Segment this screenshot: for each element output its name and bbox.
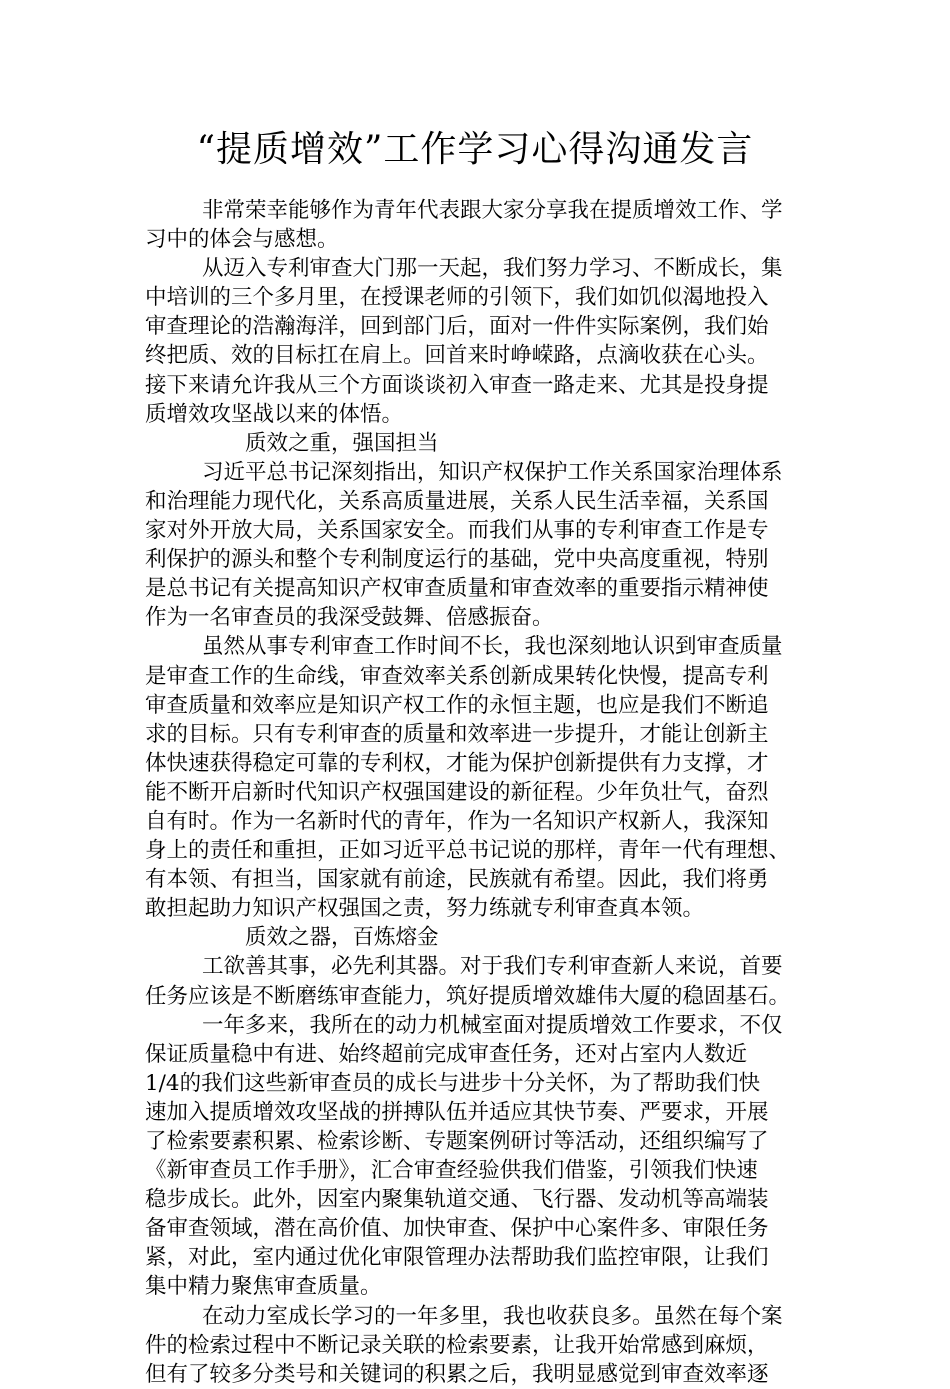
text-line: 1/4的我们这些新审查员的成长与进步十分关怀，为了帮助我们快 (145, 1070, 761, 1096)
text-line: 工欲善其事，必先利其器。对于我们专利审查新人来说，首要 (202, 954, 783, 980)
text-line: 紧，对此，室内通过优化审限管理办法帮助我们监控审限，让我们 (145, 1245, 769, 1271)
text-line: 速加入提质增效攻坚战的拼搏队伍并适应其快节奏、严要求，开展 (145, 1099, 769, 1125)
text-line: 质增效攻坚战以来的体悟。 (145, 401, 404, 427)
section-heading: 质效之器，百炼熔金 (245, 925, 439, 951)
text-line: 是审查工作的生命线，审查效率关系创新成果转化快慢，提高专利 (145, 663, 769, 689)
text-line: 从迈入专利审查大门那一天起，我们努力学习、不断成长，集 (202, 256, 783, 282)
text-line: 体快速获得稳定可靠的专利权，才能为保护创新提供有力支撑，才 (145, 750, 769, 776)
text-line: 是总书记有关提高知识产权审查质量和审查效率的重要指示精神使 (145, 576, 769, 602)
text-line: 集中精力聚焦审查质量。 (145, 1274, 382, 1300)
text-line: 敢担起助力知识产权强国之责，努力练就专利审查真本领。 (145, 896, 705, 922)
text-line: 虽然从事专利审查工作时间不长，我也深刻地认识到审查质量 (202, 634, 783, 660)
text-line: 利保护的源头和整个专利制度运行的基础，党中央高度重视，特别 (145, 547, 769, 573)
text-line: 任务应该是不断磨练审查能力，筑好提质增效雄伟大厦的稳固基石。 (145, 983, 791, 1009)
text-line: 习近平总书记深刻指出，知识产权保护工作关系国家治理体系 (202, 459, 783, 485)
text-line: 审查理论的浩瀚海洋，回到部门后，面对一件件实际案例，我们始 (145, 314, 769, 340)
text-line: 备审查领域，潜在高价值、加快审查、保护中心案件多、审限任务 (145, 1216, 769, 1242)
document-body (145, 196, 825, 1389)
text-line: 终把质、效的目标扛在肩上。回首来时峥嵘路，点滴收获在心头。 (145, 343, 769, 369)
text-line: 了检索要素积累、检索诊断、专题案例研讨等活动，还组织编写了 (145, 1129, 769, 1154)
text-line: 能不断开启新时代知识产权强国建设的新征程。少年负壮气，奋烈 (145, 779, 769, 805)
text-line: 《新审查员工作手册》，汇合审查经验供我们借鉴，引领我们快速 (145, 1158, 758, 1184)
text-line: 自有时。作为一名新时代的青年，作为一名知识产权新人，我深知 (145, 808, 769, 834)
text-line: 保证质量稳中有进、始终超前完成审查任务，还对占室内人数近 (145, 1041, 748, 1067)
text-line: 求的目标。只有专利审查的质量和效率进一步提升，才能让创新主 (145, 721, 769, 747)
text-line: 件的检索过程中不断记录关联的检索要素，让我开始常感到麻烦， (145, 1332, 769, 1358)
text-line: 接下来请允许我从三个方面谈谈初入审查一路走来、尤其是投身提 (145, 372, 769, 398)
text-line: 审查质量和效率应是知识产权工作的永恒主题，也应是我们不断追 (145, 692, 769, 718)
text-line: 家对外开放大局，关系国家安全。而我们从事的专利审查工作是专 (145, 518, 769, 544)
text-line: 作为一名审查员的我深受鼓舞、倍感振奋。 (145, 605, 554, 631)
document-title: “提质增效”工作学习心得沟通发言 (196, 129, 754, 170)
text-line: 身上的责任和重担，正如习近平总书记说的那样，青年一代有理想、 (145, 838, 791, 864)
text-line: 习中的体会与感想。 (145, 227, 339, 253)
text-line: 在动力室成长学习的一年多里，我也收获良多。虽然在每个案 (202, 1303, 783, 1329)
text-line: 非常荣幸能够作为青年代表跟大家分享我在提质增效工作、学 (202, 198, 783, 223)
text-line: 和治理能力现代化，关系高质量进展，关系人民生活幸福，关系国 (145, 488, 769, 514)
text-line: 但有了较多分类号和关键词的积累之后，我明显感觉到审查效率逐 (145, 1361, 769, 1387)
text-line: 稳步成长。此外，因室内聚集轨道交通、飞行器、发动机等高端装 (145, 1187, 769, 1213)
text-line: 一年多来，我所在的动力机械室面对提质增效工作要求，不仅 (202, 1012, 783, 1038)
text-line: 有本领、有担当，国家就有前途，民族就有希望。因此，我们将勇 (145, 867, 769, 893)
text-line: 中培训的三个多月里，在授课老师的引领下，我们如饥似渴地投入 (145, 285, 769, 311)
section-heading: 质效之重，强国担当 (245, 430, 439, 456)
